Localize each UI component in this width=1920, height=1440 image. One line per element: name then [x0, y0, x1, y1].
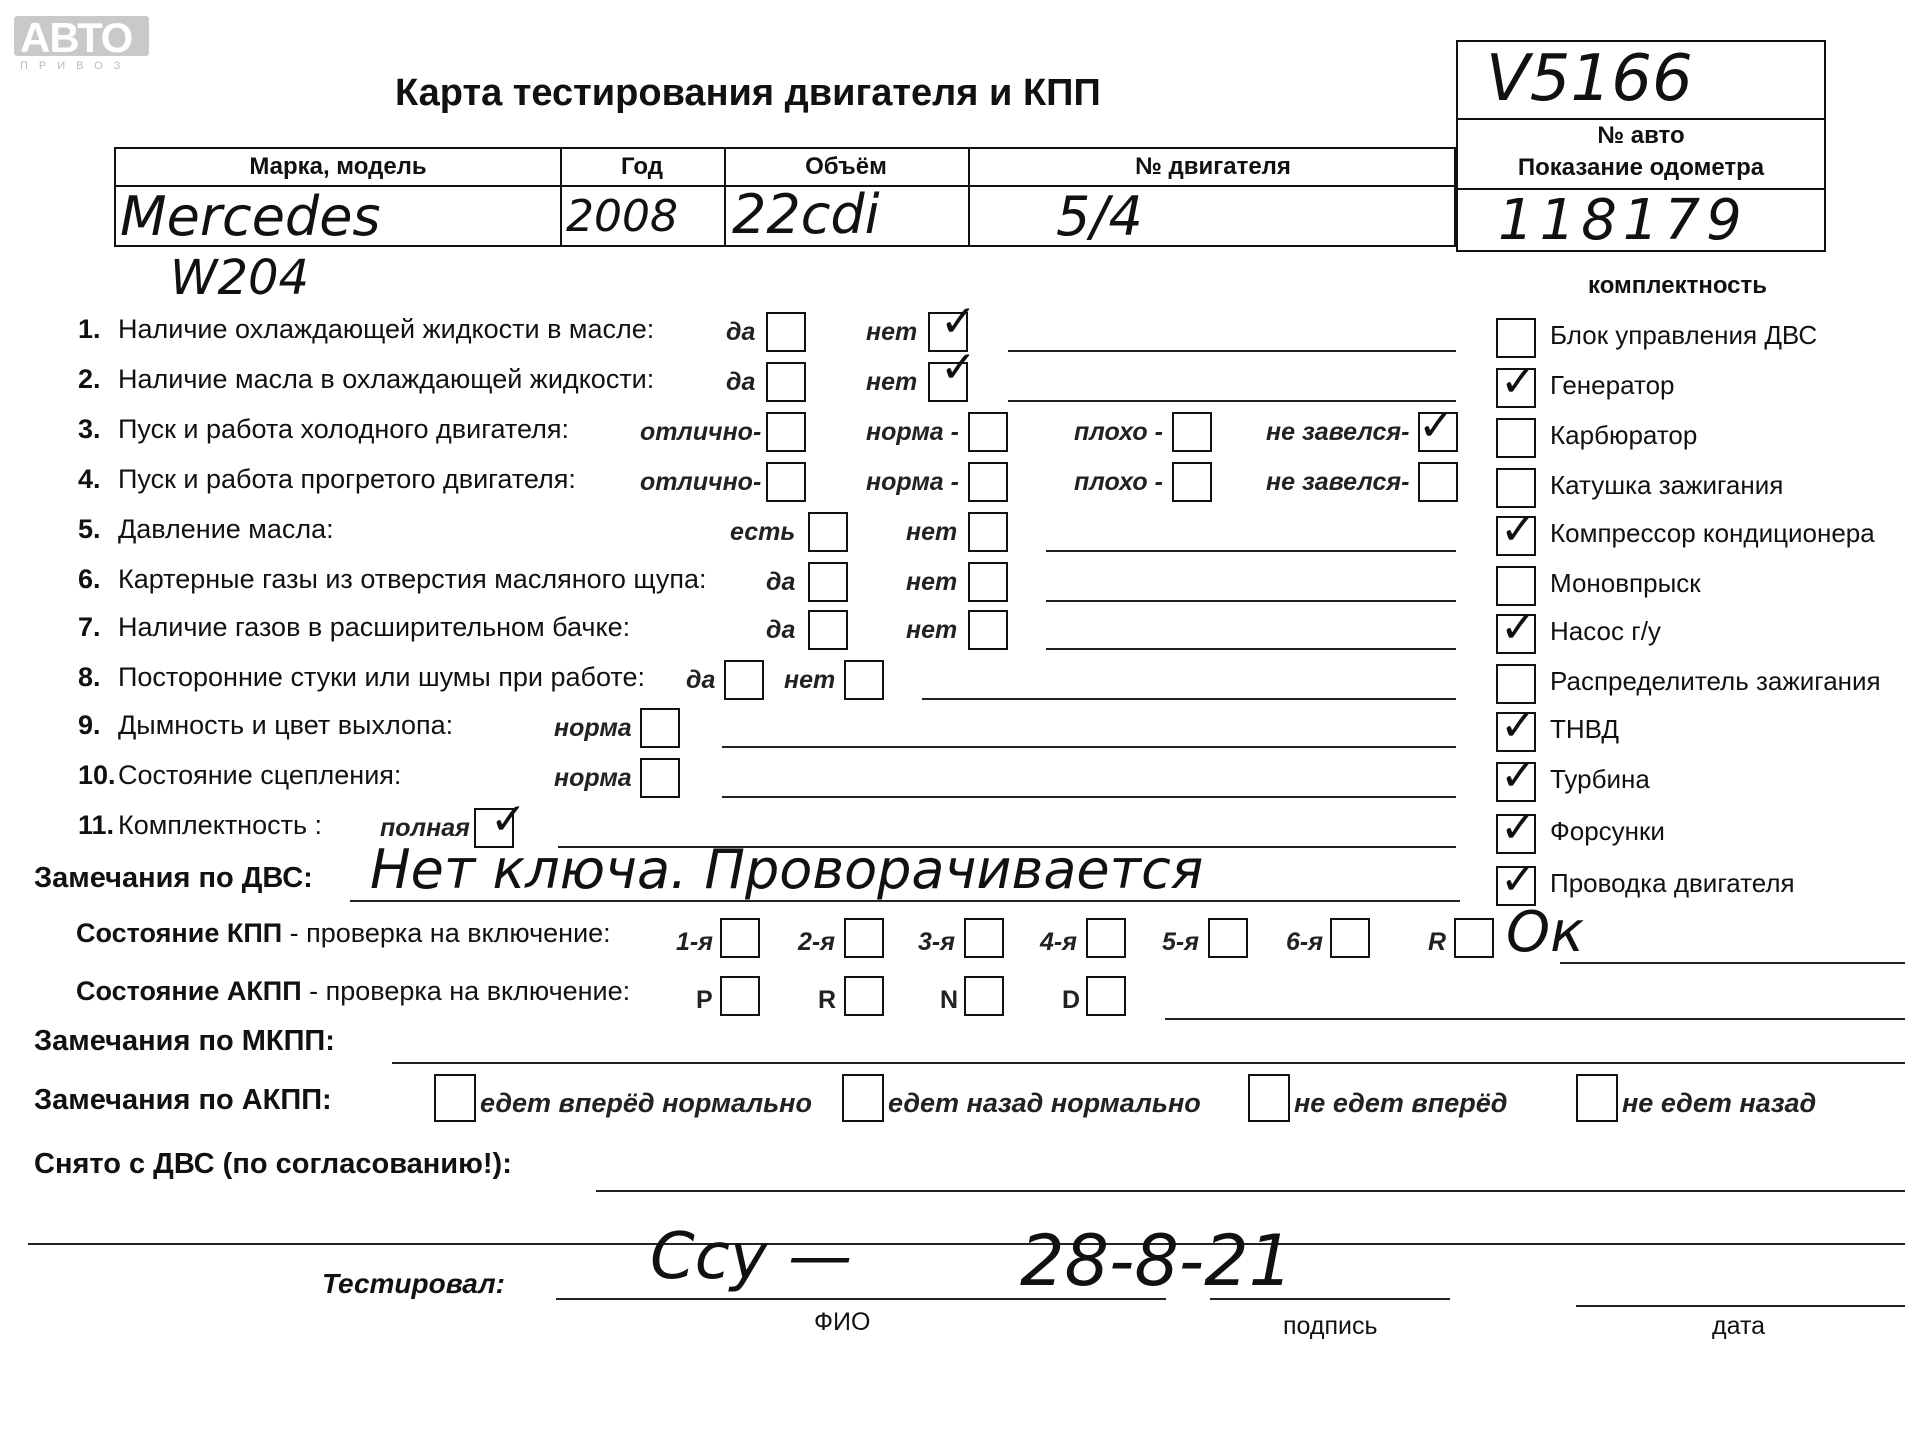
fio-label: ФИО [814, 1308, 871, 1336]
sign-label: подпись [1283, 1312, 1378, 1340]
option-checkbox[interactable] [968, 512, 1008, 552]
year-value: 2008 [566, 191, 678, 242]
akpp-mode-label: R [818, 986, 837, 1014]
question-text: Посторонние стуки или шумы при работе: [118, 662, 645, 692]
akpp-mode-label: N [940, 986, 959, 1014]
answer-line [1046, 550, 1456, 552]
gear-checkbox[interactable] [720, 918, 760, 958]
option-checkbox[interactable] [640, 708, 680, 748]
option-checkbox[interactable] [1172, 412, 1212, 452]
option-checkbox[interactable] [808, 512, 848, 552]
akpp-remark-label: не едет назад [1622, 1088, 1817, 1118]
akpp-mode-checkbox[interactable] [720, 976, 760, 1016]
kompl-title: комплектность [1588, 272, 1768, 299]
option-label: плохо - [1074, 418, 1163, 446]
remarks-dvs-label: Замечания по ДВС: [34, 862, 313, 894]
kompl-label: Компрессор кондиционера [1550, 518, 1875, 548]
logo-subtext: ПРИВОЗ [20, 60, 132, 72]
check-mark-icon: ✓ [490, 794, 527, 845]
option-label: отлично- [640, 418, 762, 446]
gear-label: 6-я [1286, 928, 1323, 956]
question-number: 11. [78, 810, 115, 840]
akpp-mode-checkbox[interactable] [844, 976, 884, 1016]
option-checkbox[interactable] [968, 462, 1008, 502]
kompl-label: Катушка зажигания [1550, 470, 1784, 500]
separator-line [28, 1243, 1905, 1245]
removed-label: Снято с ДВС (по согласованию!): [34, 1148, 512, 1180]
question-number: 1. [78, 314, 101, 344]
question-number: 10. [78, 760, 116, 790]
question-number: 9. [78, 710, 101, 740]
question-text: Наличие масла в охлаждающей жидкости: [118, 364, 655, 394]
check-mark-icon: ✓ [1500, 504, 1537, 555]
option-label: норма - [866, 418, 959, 446]
sign-line [1210, 1298, 1450, 1300]
option-label: нет [906, 616, 958, 644]
option-label: нет [906, 518, 958, 546]
gear-checkbox[interactable] [1330, 918, 1370, 958]
date-value: 28-8-21 [1020, 1220, 1294, 1302]
option-label: норма [554, 714, 632, 742]
gear-checkbox[interactable] [1208, 918, 1248, 958]
auto-number-label: № авто [1597, 122, 1685, 149]
option-checkbox[interactable] [766, 462, 806, 502]
kompl-checkbox[interactable] [1496, 664, 1536, 704]
kompl-checkbox[interactable] [1496, 318, 1536, 358]
option-label: нет [784, 666, 836, 694]
gear-label: 3-я [918, 928, 955, 956]
remarks-dvs-value: Нет ключа. Проворачивается [370, 838, 1204, 901]
option-label: плохо - [1074, 468, 1163, 496]
kompl-checkbox[interactable] [1496, 418, 1536, 458]
odometer-label: Показание одометра [1517, 154, 1765, 181]
question-text: Картерные газы из отверстия масляного щупа: [118, 564, 707, 594]
check-mark-icon: ✓ [1500, 700, 1537, 751]
option-label: полная [380, 814, 470, 842]
check-mark-icon: ✓ [1500, 750, 1537, 801]
check-mark-icon: ✓ [1500, 854, 1537, 905]
akpp-mode-checkbox[interactable] [1086, 976, 1126, 1016]
option-label: да [686, 666, 716, 694]
gear-label: 4-я [1040, 928, 1077, 956]
kpp-note: Ок [1506, 900, 1584, 965]
gear-checkbox[interactable] [964, 918, 1004, 958]
akpp-remark-label: едет вперёд нормально [480, 1088, 812, 1118]
question-number: 4. [78, 464, 101, 494]
gear-checkbox[interactable] [1086, 918, 1126, 958]
col-year-label: Год [621, 153, 663, 180]
question-text: Пуск и работа холодного двигателя: [118, 414, 569, 444]
tested-label: Тестировал: [322, 1268, 505, 1299]
check-mark-icon: ✓ [1418, 400, 1455, 451]
akpp-mode-label: D [1062, 986, 1081, 1014]
akpp-label: Состояние АКПП - проверка на включение: [76, 976, 631, 1006]
answer-line [722, 796, 1456, 798]
question-text: Давление масла: [118, 514, 334, 544]
option-label: нет [866, 318, 918, 346]
option-label: отлично- [640, 468, 762, 496]
akpp-remark-checkbox[interactable] [1576, 1074, 1618, 1122]
gear-checkbox[interactable] [844, 918, 884, 958]
remarks-mkpp-line [392, 1062, 1905, 1064]
option-checkbox[interactable] [1418, 462, 1458, 502]
option-checkbox[interactable] [766, 312, 806, 352]
option-checkbox[interactable] [724, 660, 764, 700]
option-checkbox[interactable] [844, 660, 884, 700]
option-label: нет [906, 568, 958, 596]
question-text: Комплектность : [118, 810, 323, 840]
option-label: нет [866, 368, 918, 396]
kompl-label: ТНВД [1550, 714, 1620, 744]
option-checkbox[interactable] [968, 412, 1008, 452]
gear-label: 1-я [676, 928, 713, 956]
header-table [114, 147, 1456, 247]
col-engine-label: № двигателя [1135, 153, 1291, 180]
option-label: норма - [866, 468, 959, 496]
option-checkbox[interactable] [766, 412, 806, 452]
gear-label: 5-я [1162, 928, 1199, 956]
akpp-remark-checkbox[interactable] [1248, 1074, 1290, 1122]
remarks-mkpp-label: Замечания по МКПП: [34, 1025, 335, 1057]
odometer-value: 118179 [1498, 188, 1748, 253]
answer-line [1046, 600, 1456, 602]
answer-line [1008, 350, 1456, 352]
akpp-remark-label: не едет вперёд [1294, 1088, 1508, 1118]
removed-line [596, 1190, 1905, 1192]
akpp-mode-label: P [696, 986, 713, 1014]
question-number: 8. [78, 662, 101, 692]
question-text: Пуск и работа прогретого двигателя: [118, 464, 576, 494]
option-label: есть [730, 518, 796, 546]
check-mark-icon: ✓ [940, 342, 977, 393]
logo [14, 14, 149, 72]
answer-line [1046, 648, 1456, 650]
option-label: не завелся- [1266, 468, 1410, 496]
option-checkbox[interactable] [808, 610, 848, 650]
col-volume-label: Объём [805, 153, 887, 180]
page-title: Карта тестирования двигателя и КПП [395, 72, 1101, 114]
brand-value: Mercedes [120, 185, 381, 248]
option-label: да [726, 368, 756, 396]
question-text: Наличие газов в расширительном бачке: [118, 612, 631, 642]
volume-value: 22cdi [732, 183, 880, 246]
option-label: норма [554, 764, 632, 792]
question-number: 3. [78, 414, 101, 444]
question-number: 5. [78, 514, 101, 544]
answer-line [1008, 400, 1456, 402]
signature: Ссу — [650, 1220, 853, 1294]
answer-line [922, 698, 1456, 700]
option-label: не завелся- [1266, 418, 1410, 446]
fio-line [556, 1298, 1166, 1300]
kompl-label: Генератор [1550, 370, 1675, 400]
option-checkbox[interactable] [808, 562, 848, 602]
question-number: 7. [78, 612, 101, 642]
auto-number-value: V5166 [1486, 42, 1693, 116]
kompl-checkbox[interactable] [1496, 468, 1536, 508]
option-checkbox[interactable] [640, 758, 680, 798]
kompl-label: Проводка двигателя [1550, 868, 1795, 898]
kompl-label: Блок управления ДВС [1550, 320, 1818, 350]
check-mark-icon: ✓ [940, 296, 977, 347]
akpp-remark-checkbox[interactable] [434, 1074, 476, 1122]
akpp-mode-checkbox[interactable] [964, 976, 1004, 1016]
option-checkbox[interactable] [968, 610, 1008, 650]
kompl-label: Карбюратор [1550, 420, 1698, 450]
col-brand-label: Марка, модель [249, 153, 427, 180]
model-extra-value: W204 [170, 250, 310, 306]
check-mark-icon: ✓ [1500, 802, 1537, 853]
gear-label: 2-я [798, 928, 835, 956]
question-text: Состояние сцепления: [118, 760, 402, 790]
gear-checkbox[interactable] [1454, 918, 1494, 958]
logo-text: АВТО [20, 14, 133, 61]
question-text: Наличие охлаждающей жидкости в масле: [118, 314, 655, 344]
auto-box [1456, 40, 1826, 252]
option-checkbox[interactable] [1172, 462, 1212, 502]
kompl-label: Форсунки [1550, 816, 1665, 846]
engine-value: 5/4 [1056, 185, 1143, 248]
kompl-checkbox[interactable] [1496, 566, 1536, 606]
option-label: да [766, 616, 796, 644]
date-label: дата [1712, 1312, 1766, 1340]
option-label: да [726, 318, 756, 346]
remarks-dvs-line [350, 900, 1460, 902]
option-checkbox[interactable] [766, 362, 806, 402]
gear-label: R [1428, 928, 1447, 956]
date-line [1576, 1305, 1905, 1307]
kpp-label: Состояние КПП - проверка на включение: [76, 918, 611, 948]
check-mark-icon: ✓ [1500, 356, 1537, 407]
kpp-line [1560, 962, 1905, 964]
option-checkbox[interactable] [968, 562, 1008, 602]
question-number: 2. [78, 364, 101, 394]
akpp-remark-label: едет назад нормально [888, 1088, 1201, 1118]
answer-line [722, 746, 1456, 748]
kompl-label: Турбина [1550, 764, 1650, 794]
akpp-remark-checkbox[interactable] [842, 1074, 884, 1122]
kompl-label: Насос г/у [1550, 616, 1661, 646]
check-mark-icon: ✓ [1500, 602, 1537, 653]
kompl-label: Моновпрыск [1550, 568, 1701, 598]
question-number: 6. [78, 564, 101, 594]
option-label: да [766, 568, 796, 596]
question-text: Дымность и цвет выхлопа: [118, 710, 454, 740]
remarks-akpp-label: Замечания по АКПП: [34, 1084, 332, 1116]
kompl-label: Распределитель зажигания [1550, 666, 1881, 696]
akpp-line [1165, 1018, 1905, 1020]
